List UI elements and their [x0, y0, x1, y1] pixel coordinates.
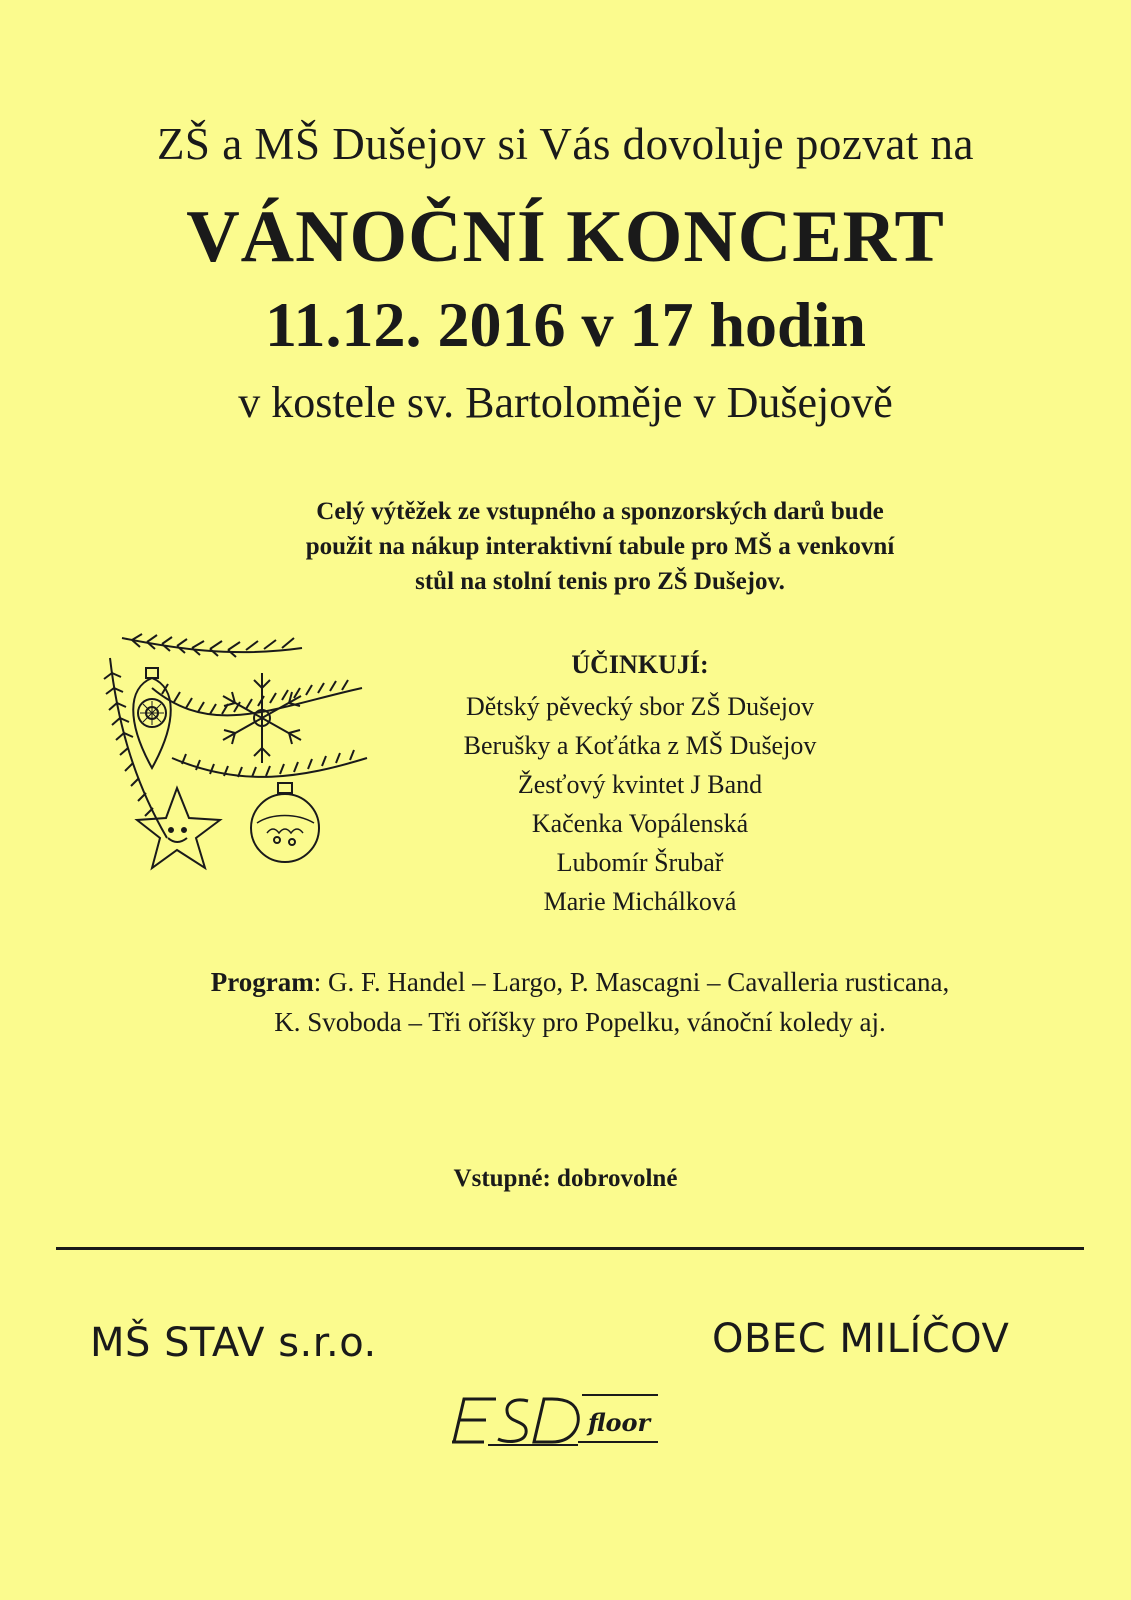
program-line-2: K. Svoboda – Tři oříšky pro Popelku, vánoční koledy aj. — [274, 1007, 886, 1037]
proceeds-line: použit na nákup interaktivní tabule pro MŠ a venkovní — [305, 533, 895, 560]
concert-date: 11.12. 2016 v 17 hodin — [264, 289, 867, 360]
program-line-1 — [80, 962, 1080, 1002]
smiling-star — [137, 788, 220, 868]
divider-line — [56, 1247, 1084, 1250]
performer-item: Žesťový kvintet J Band — [517, 770, 763, 799]
christmas-ornament-illustration — [92, 628, 382, 888]
performer-item: Marie Michálková — [543, 887, 737, 916]
performer-item: Berušky a Koťátka z MŠ Dušejov — [463, 731, 817, 760]
bauble-elongated — [133, 668, 171, 768]
entry-fee: Vstupné: dobrovolné — [453, 1165, 678, 1192]
proceeds-paragraph — [200, 494, 1000, 599]
sponsor-ms-stav: MŠ STAV s.r.o. — [90, 1320, 377, 1366]
svg-text:floor: floor — [588, 1408, 651, 1437]
performers-section — [400, 645, 880, 921]
snowflake — [223, 673, 301, 763]
esd-floor-logo — [448, 1387, 668, 1447]
bauble-round — [251, 783, 319, 862]
program-section — [80, 962, 1080, 1042]
performer-item: Kačenka Vopálenská — [531, 809, 749, 838]
performer-item: Lubomír Šrubař — [556, 848, 724, 877]
performers-heading: ÚČINKUJÍ: — [571, 650, 709, 679]
fir-branch-left — [110, 658, 167, 838]
intro-line: ZŠ a MŠ Dušejov si Vás dovoluje pozvat na — [156, 119, 975, 169]
sponsor-obec-milicov: OBEC MILÍČOV — [712, 1316, 1010, 1362]
program-text-1: : G. F. Handel – Largo, P. Mascagni – Cavalleria rusticana, — [313, 967, 950, 997]
performer-item: Dětský pěvecký sbor ZŠ Dušejov — [465, 692, 815, 721]
concert-venue: v kostele sv. Bartoloměje v Dušejově — [238, 378, 893, 427]
program-label: Program — [210, 967, 314, 997]
proceeds-line: stůl na stolní tenis pro ZŠ Dušejov. — [415, 568, 785, 595]
concert-title: VÁNOČNÍ KONCERT — [186, 196, 945, 278]
proceeds-line: Celý výtěžek ze vstupného a sponzorských darů bude — [316, 498, 884, 525]
